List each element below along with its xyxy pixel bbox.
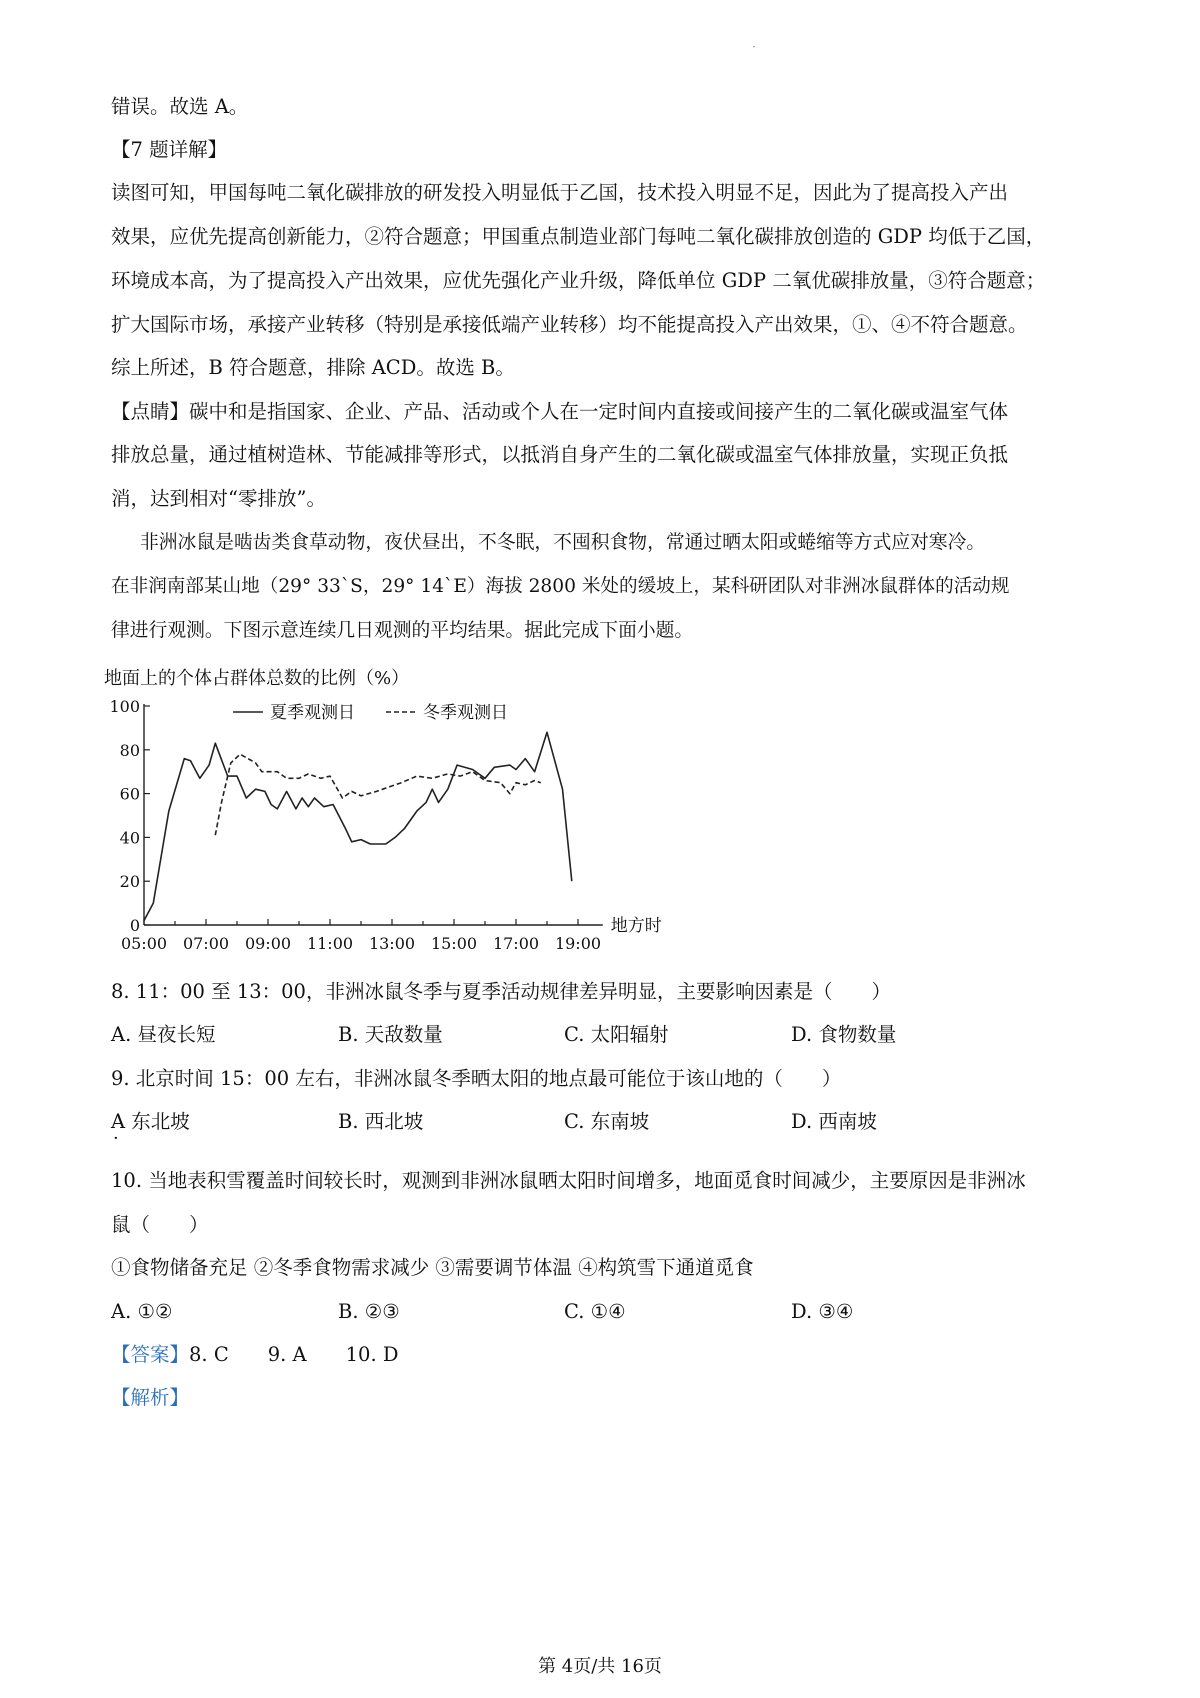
option-d[interactable]: D. ③④ xyxy=(791,1300,854,1323)
question-9: 9. 北京时间 15：00 左右，非洲冰鼠冬季晒太阳的地点最可能位于该山地的（ ） xyxy=(111,1067,842,1090)
x-axis-label: 地方时 xyxy=(610,916,662,936)
legend-label-summer: 夏季观测日 xyxy=(270,703,355,723)
legend-label-winter: 冬季观测日 xyxy=(423,703,508,723)
page-footer: 第 4页/共 16页 xyxy=(538,1656,662,1677)
y-tick-label: 60 xyxy=(119,784,140,804)
question-8: 8. 11：00 至 13：00，非洲冰鼠冬季与夏季活动规律差异明显，主要影响因素是（ ） xyxy=(111,980,891,1003)
series-line-summer xyxy=(144,732,572,920)
x-tick-label: 07:00 xyxy=(182,934,230,953)
answer-label: 【答案】 xyxy=(111,1343,190,1366)
y-tick-label: 0 xyxy=(129,916,140,935)
option-c[interactable]: C. 太阳辐射 xyxy=(564,1023,669,1046)
passage-line: 律进行观测。下图示意连续几日观测的平均结果。据此完成下面小题。 xyxy=(111,620,694,641)
section-heading: 【7 题详解】 xyxy=(111,138,228,161)
question-10-items: ①食物储备充足 ②冬季食物需求减少 ③需要调节体温 ④构筑雪下通道觅食 xyxy=(111,1256,754,1279)
option-b[interactable]: B. 西北坡 xyxy=(338,1110,424,1133)
option-a[interactable]: A. 昼夜长短 xyxy=(111,1023,216,1046)
text-line: 错误。故选 A。 xyxy=(111,95,249,118)
x-tick-label: 11:00 xyxy=(306,934,354,953)
question-10: 10. 当地表积雪覆盖时间较长时，观测到非洲冰鼠晒太阳时间增多，地面觅食时间减少，主要原因是非洲冰 xyxy=(111,1169,1026,1192)
option-a[interactable]: A. ①② xyxy=(111,1300,173,1323)
option-c[interactable]: C. ①④ xyxy=(564,1300,626,1323)
option-d[interactable]: D. 食物数量 xyxy=(791,1023,897,1046)
text-line: 效果，应优先提高创新能力，②符合题意；甲国重点制造业部门每吨二氧化碳排放创造的 GDP 均低于乙国， xyxy=(111,225,1046,248)
x-tick-label: 05:00 xyxy=(120,934,168,953)
x-tick-label: 19:00 xyxy=(554,934,602,953)
x-tick-label: 17:00 xyxy=(492,934,540,953)
passage-line: 在非润南部某山地（29° 33`S，29° 14`E）海拔 2800 米处的缓坡上，某科研团队对非洲冰鼠群体的活动规 xyxy=(111,576,1010,597)
answer-text: 8. C 9. A 10. D xyxy=(189,1343,399,1366)
y-tick-label: 80 xyxy=(119,740,140,760)
text-line: 读图可知，甲国每吨二氧化碳排放的研发投入明显低于乙国，技术投入明显不足，因此为了提高投入产出 xyxy=(111,181,1009,204)
option-b[interactable]: B. ②③ xyxy=(338,1300,400,1323)
analysis-label: 【解析】 xyxy=(111,1386,190,1409)
option-d[interactable]: D. 西南坡 xyxy=(791,1110,877,1133)
text-line: 消，达到相对“零排放”。 xyxy=(111,487,326,510)
option-a[interactable]: A 东北坡 xyxy=(111,1110,190,1133)
text-line: 扩大国际市场，承接产业转移（特别是承接低端产业转移）均不能提高投入产出效果，①、④不符合题意。 xyxy=(111,313,1028,336)
y-tick-label: 40 xyxy=(119,828,140,848)
chart-ylabel: 地面上的个体占群体总数的比例（%） xyxy=(104,668,410,689)
text-line: 环境成本高，为了提高投入产出效果，应优先强化产业升级，降低单位 GDP 二氧优碳排放量，③符合题意； xyxy=(111,269,1046,292)
top-dot: · xyxy=(752,40,756,54)
x-tick-label: 09:00 xyxy=(244,934,292,953)
option-b[interactable]: B. 天敌数量 xyxy=(338,1023,443,1046)
text-line: 综上所述，B 符合题意，排除 ACD。故选 B。 xyxy=(111,356,515,379)
x-tick-label: 13:00 xyxy=(368,934,416,953)
option-a-dot: · xyxy=(113,1128,119,1149)
text-line: 排放总量，通过植树造林、节能减排等形式，以抵消自身产生的二氧化碳或温室气体排放量，实现正负抵 xyxy=(111,443,1009,466)
answer-line xyxy=(111,1340,398,1370)
y-tick-label: 100 xyxy=(109,697,140,716)
question-10-cont: 鼠（ ） xyxy=(111,1213,209,1236)
text-line: 【点睛】碳中和是指国家、企业、产品、活动或个人在一定时间内直接或间接产生的二氧化碳或温室气体 xyxy=(111,400,1009,423)
series-line-winter xyxy=(215,754,541,835)
y-tick-label: 20 xyxy=(119,872,140,892)
option-c[interactable]: C. 东南坡 xyxy=(564,1110,650,1133)
passage-line: 非洲冰鼠是啮齿类食草动物，夜伏昼出，不冬眠，不囤积食物，常通过晒太阳或蜷缩等方式应对寒冷。 xyxy=(140,532,986,553)
x-tick-label: 15:00 xyxy=(430,934,478,953)
